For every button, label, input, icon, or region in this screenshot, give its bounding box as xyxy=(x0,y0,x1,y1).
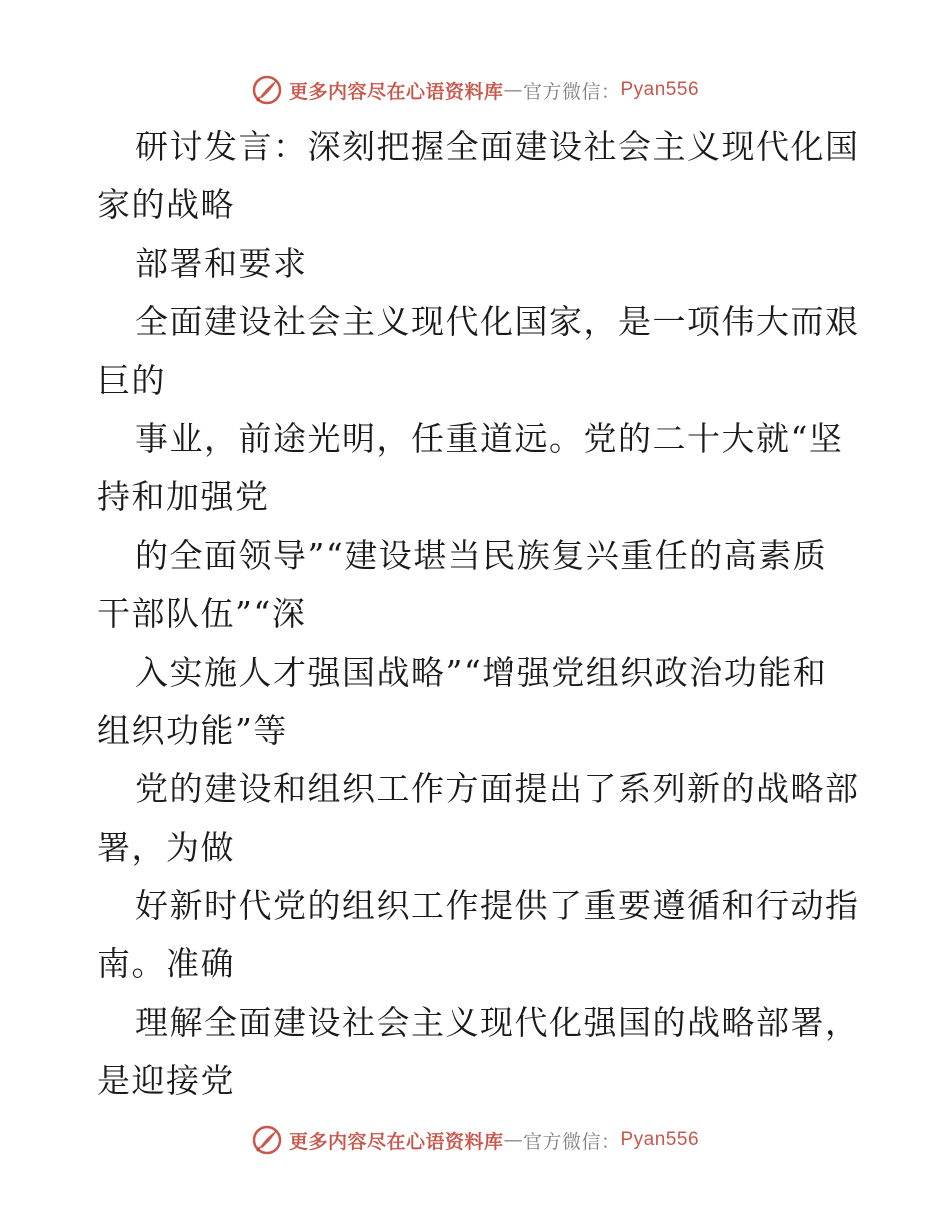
text-line: 事业，前途光明，任重道远。党的二十大就“坚 xyxy=(135,418,844,458)
document-body xyxy=(97,118,860,1111)
text-line: 巨的 xyxy=(97,360,166,400)
text-line: 党的建设和组织工作方面提出了系列新的战略部 xyxy=(135,769,860,809)
text-line: 组织功能”等 xyxy=(97,710,288,750)
watermark-wechat-id: Pyan556 xyxy=(620,1129,700,1150)
text-line: 好新时代党的组织工作提供了重要遵循和行动指 xyxy=(135,886,860,926)
watermark-separator: — xyxy=(503,79,523,101)
text-line: 南。准确 xyxy=(97,944,235,984)
watermark-brand-text: 更多内容尽在心语资料库 xyxy=(288,1130,504,1153)
text-line: 研讨发言：深刻把握全面建设社会主义现代化国 xyxy=(135,127,860,166)
watermark-wechat-id: Pyan556 xyxy=(620,79,700,100)
text-line: 全面建设社会主义现代化国家，是一项伟大而艰 xyxy=(135,302,860,342)
text-line: 干部队伍”“深 xyxy=(97,594,307,634)
watermark-brand-text: 更多内容尽在心语资料库 xyxy=(288,80,504,103)
feather-quill-logo-icon xyxy=(251,74,283,106)
text-line: 家的战略 xyxy=(97,185,235,225)
text-line: 部署和要求 xyxy=(135,243,308,283)
watermark-separator: — xyxy=(503,1129,523,1151)
text-line: 持和加强党 xyxy=(97,477,270,517)
text-line: 是迎接党 xyxy=(97,1061,235,1101)
text-line: 署，为做 xyxy=(97,827,235,867)
header-watermark xyxy=(0,70,950,110)
footer-watermark xyxy=(0,1120,950,1160)
watermark-wechat-label: 官方微信： xyxy=(522,1130,621,1153)
feather-quill-logo-icon xyxy=(251,1124,283,1156)
text-line: 的全面领导”“建设堪当民族复兴重任的高素质 xyxy=(135,535,828,575)
text-line: 理解全面建设社会主义现代化强国的战略部署， xyxy=(135,1002,860,1042)
watermark-wechat-label: 官方微信： xyxy=(522,80,621,103)
text-line: 入实施人才强国战略”“增强党组织政治功能和 xyxy=(135,652,828,692)
